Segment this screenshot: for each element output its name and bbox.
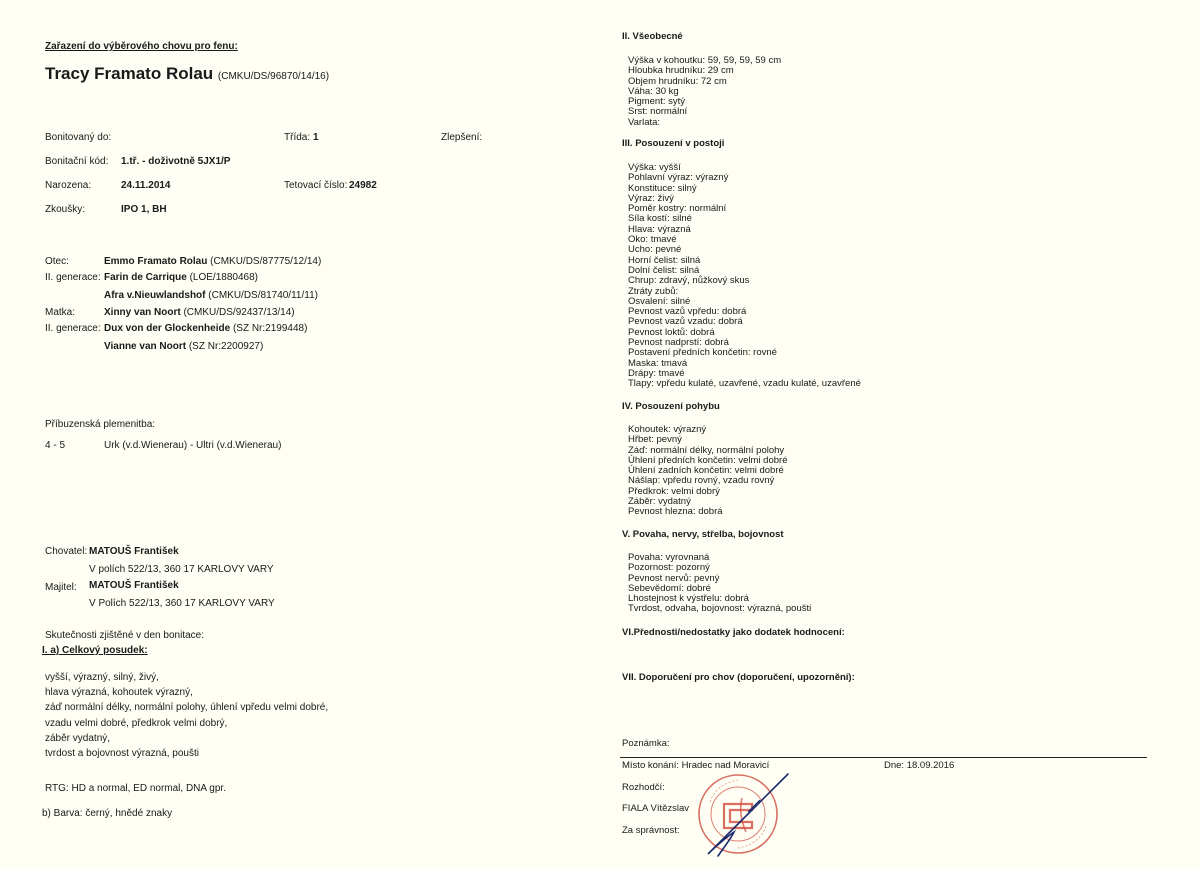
section-vii-title: VII. Doporučení pro chov (doporučení, upozornění): bbox=[622, 672, 855, 683]
kod-value: 1.tř. - doživotně 5JX1/P bbox=[121, 156, 231, 167]
section-iii-item: Dolní čelist: silná bbox=[628, 264, 700, 276]
skutecnosti-label: Skutečnosti zjištěné v den bonitace: bbox=[45, 630, 204, 641]
section-iii-item: Pevnost vazů vzadu: dobrá bbox=[628, 316, 743, 328]
paternal-granddam-name: Afra v.Nieuwlandshof bbox=[104, 290, 206, 301]
section-iv-item: Pevnost hlezna: dobrá bbox=[628, 506, 723, 518]
chovatel-label: Chovatel: bbox=[45, 546, 88, 557]
narozena-label: Narozena: bbox=[45, 180, 92, 191]
section-ii-item: Srst: normální bbox=[628, 106, 688, 118]
matka-label: Matka: bbox=[45, 307, 76, 318]
dog-registration: (CMKU/DS/96870/14/16) bbox=[217, 71, 330, 82]
majitel-address: V Polích 522/13, 360 17 KARLOVY VARY bbox=[89, 598, 275, 609]
maternal-grandsire bbox=[104, 323, 307, 334]
generation-label-father: II. generace: bbox=[45, 272, 101, 283]
posudek-line: vyšší, výrazný, silný, živý, bbox=[45, 672, 159, 683]
trida-value: 1 bbox=[313, 132, 319, 143]
zkousky-label: Zkoušky: bbox=[45, 204, 86, 215]
narozena-value: 24.11.2014 bbox=[121, 180, 171, 191]
section-ii-item: Výška v kohoutku: 59, 59, 59, 59 cm bbox=[628, 55, 782, 66]
celkovy-posudek-heading: I. a) Celkový posudek: bbox=[42, 645, 148, 656]
section-ii-item: Váha: 30 kg bbox=[628, 85, 679, 97]
paternal-grandsire-reg: (LOE/1880468) bbox=[189, 272, 258, 283]
otec-label: Otec: bbox=[45, 256, 69, 267]
section-iii-item: Hlava: výrazná bbox=[628, 223, 691, 235]
inbreeding-degree: 4 - 5 bbox=[45, 440, 66, 451]
section-iii-item: Horní čelist: silná bbox=[628, 254, 701, 266]
inbreeding-value: Urk (v.d.Wienerau) - Ultri (v.d.Wienerau) bbox=[104, 440, 282, 451]
section-ii-item: Objem hrudníku: 72 cm bbox=[628, 75, 727, 87]
section-iii-item: Chrup: zdravý, nůžkový skus bbox=[628, 275, 750, 287]
bonitovany-label: Bonitovaný do: bbox=[45, 132, 112, 143]
section-ii-item: Pigment: sytý bbox=[628, 96, 686, 108]
section-v-title: V. Povaha, nervy, střelba, bojovnost bbox=[622, 529, 784, 540]
maternal-grandsire-reg: (SZ Nr:2199448) bbox=[232, 323, 308, 334]
section-iii-item: Oko: tmavé bbox=[628, 234, 677, 246]
section-iii-item: Pevnost nadprstí: dobrá bbox=[628, 337, 729, 349]
paternal-grandsire-name: Farin de Carrique bbox=[104, 272, 187, 283]
otec-reg: (CMKU/DS/87775/12/14) bbox=[210, 256, 322, 267]
section-iii-item: Výraz: živý bbox=[628, 192, 674, 204]
section-v-item: Povaha: vyrovnaná bbox=[628, 552, 710, 563]
chovatel-address: V polích 522/13, 360 17 KARLOVY VARY bbox=[89, 564, 274, 575]
section-v-item: Sebevědomí: dobré bbox=[628, 582, 711, 594]
section-iv-item: Záď: normální délky, normální polohy bbox=[628, 444, 785, 456]
majitel-label: Majitel: bbox=[45, 582, 77, 593]
section-iii-item: Pevnost vazů vpředu: dobrá bbox=[628, 306, 747, 318]
section-iv-item: Hřbet: pevný bbox=[628, 434, 682, 446]
tetovaci-label: Tetovací číslo: bbox=[284, 180, 348, 191]
maternal-granddam-name: Vianne van Noort bbox=[104, 341, 187, 352]
signature-icon bbox=[700, 770, 800, 860]
rozhodci-name: FIALA Vítězslav bbox=[622, 803, 690, 814]
barva-line: b) Barva: černý, hnědé znaky bbox=[42, 808, 173, 819]
poznamka-label: Poznámka: bbox=[622, 738, 670, 749]
generation-label-mother: II. generace: bbox=[45, 323, 101, 334]
paternal-granddam bbox=[104, 290, 318, 301]
posudek-line: tvrdost a bojovnost výrazná, poušti bbox=[45, 748, 199, 760]
section-iv-item: Úhlení předních končetin: velmi dobré bbox=[628, 454, 788, 466]
misto-konani: Místo konání: Hradec nad Moravicí bbox=[622, 760, 770, 771]
rozhodci-label: Rozhodčí: bbox=[622, 782, 665, 793]
za-spravnost-label: Za správnost: bbox=[622, 825, 680, 836]
majitel-name: MATOUŠ František bbox=[89, 580, 179, 591]
rtg-line: RTG: HD a normal, ED normal, DNA gpr. bbox=[45, 783, 226, 794]
maternal-granddam-reg: (SZ Nr:2200927) bbox=[188, 341, 264, 352]
divider-line bbox=[620, 757, 1147, 758]
section-v-item: Pevnost nervů: pevný bbox=[628, 572, 720, 584]
posudek-line: záběr vydatný, bbox=[45, 732, 111, 744]
section-v-list bbox=[628, 553, 811, 615]
matka-reg: (CMKU/DS/92437/13/14) bbox=[183, 307, 295, 318]
posudek-line: záď normální délky, normální polohy, úhlení vpředu velmi dobré, bbox=[45, 702, 329, 714]
section-iv-item: Kohoutek: výrazný bbox=[628, 424, 707, 435]
section-ii-item: Hloubka hrudníku: 29 cm bbox=[628, 65, 734, 77]
section-iii-item: Poměr kostry: normální bbox=[628, 203, 727, 215]
section-iv-title: IV. Posouzení pohybu bbox=[622, 401, 720, 412]
inbreeding-label: Příbuzenská plemenitba: bbox=[45, 419, 156, 430]
celkovy-posudek-list bbox=[45, 670, 328, 761]
otec-name: Emmo Framato Rolau bbox=[104, 256, 208, 267]
section-iii-item: Ztráty zubů: bbox=[628, 285, 679, 297]
section-iii-item: Síla kostí: silné bbox=[628, 213, 692, 225]
section-ii-list bbox=[628, 56, 781, 128]
zlepseni-label: Zlepšení: bbox=[441, 132, 483, 143]
tetovaci-value: 24982 bbox=[349, 180, 377, 191]
section-ii-title: II. Všeobecné bbox=[622, 31, 683, 42]
section-iii-item: Pevnost loktů: dobrá bbox=[628, 326, 715, 338]
dog-name: Tracy Framato Rolau bbox=[45, 64, 214, 83]
section-iii-item: Osvalení: silné bbox=[628, 295, 691, 307]
section-iv-item: Předkrok: velmi dobrý bbox=[628, 485, 720, 497]
section-iv-item: Záběr: vydatný bbox=[628, 496, 691, 508]
section-iii-item: Ucho: pevné bbox=[628, 244, 682, 256]
section-iii-item: Pohlavní výraz: výrazný bbox=[628, 172, 729, 184]
dog-name-line bbox=[45, 64, 329, 84]
section-iii-list bbox=[628, 163, 861, 390]
section-iii-item: Tlapy: vpředu kulaté, uzavřené, vzadu kulaté, uzavřené bbox=[628, 378, 861, 390]
section-iii-item: Konstituce: silný bbox=[628, 182, 697, 194]
chovatel-name: MATOUŠ František bbox=[89, 546, 179, 557]
zkousky-value: IPO 1, BH bbox=[121, 204, 167, 215]
posudek-line: vzadu velmi dobré, předkrok velmi dobrý, bbox=[45, 717, 228, 729]
trida-label: Třída: bbox=[284, 132, 311, 143]
section-iii-item: Drápy: tmavé bbox=[628, 367, 685, 379]
section-iii-title: III. Posouzení v postoji bbox=[622, 138, 725, 149]
section-v-item: Pozornost: pozorný bbox=[628, 562, 710, 574]
section-iii-item: Výška: vyšší bbox=[628, 162, 681, 173]
section-v-item: Tvrdost, odvaha, bojovnost: výrazná, poušti bbox=[628, 603, 812, 615]
otec-line bbox=[104, 256, 321, 267]
paternal-granddam-reg: (CMKU/DS/81740/11/11) bbox=[208, 290, 318, 301]
section-iv-item: Úhlení zadních končetin: velmi dobré bbox=[628, 465, 784, 477]
section-iii-item: Postavení předních končetin: rovné bbox=[628, 347, 777, 359]
section-vi-title: VI.Přednosti/nedostatky jako dodatek hodnocení: bbox=[622, 627, 845, 638]
maternal-granddam bbox=[104, 341, 263, 352]
document-heading: Zařazení do výběrového chovu pro fenu: bbox=[45, 41, 238, 52]
datum-dne: Dne: 18.09.2016 bbox=[884, 760, 955, 771]
maternal-grandsire-name: Dux von der Glockenheide bbox=[104, 323, 231, 334]
posudek-line: hlava výrazná, kohoutek výrazný, bbox=[45, 687, 193, 699]
matka-line bbox=[104, 307, 295, 318]
kod-label: Bonitační kód: bbox=[45, 156, 109, 167]
section-iv-item: Nášlap: vpředu rovný, vzadu rovný bbox=[628, 475, 775, 487]
section-iii-item: Maska: tmavá bbox=[628, 357, 688, 369]
section-v-item: Lhostejnost k výstřelu: dobrá bbox=[628, 593, 749, 605]
paternal-grandsire bbox=[104, 272, 258, 283]
section-iv-list bbox=[628, 425, 787, 518]
section-ii-item: Varlata: bbox=[628, 116, 661, 128]
matka-name: Xinny van Noort bbox=[104, 307, 181, 318]
